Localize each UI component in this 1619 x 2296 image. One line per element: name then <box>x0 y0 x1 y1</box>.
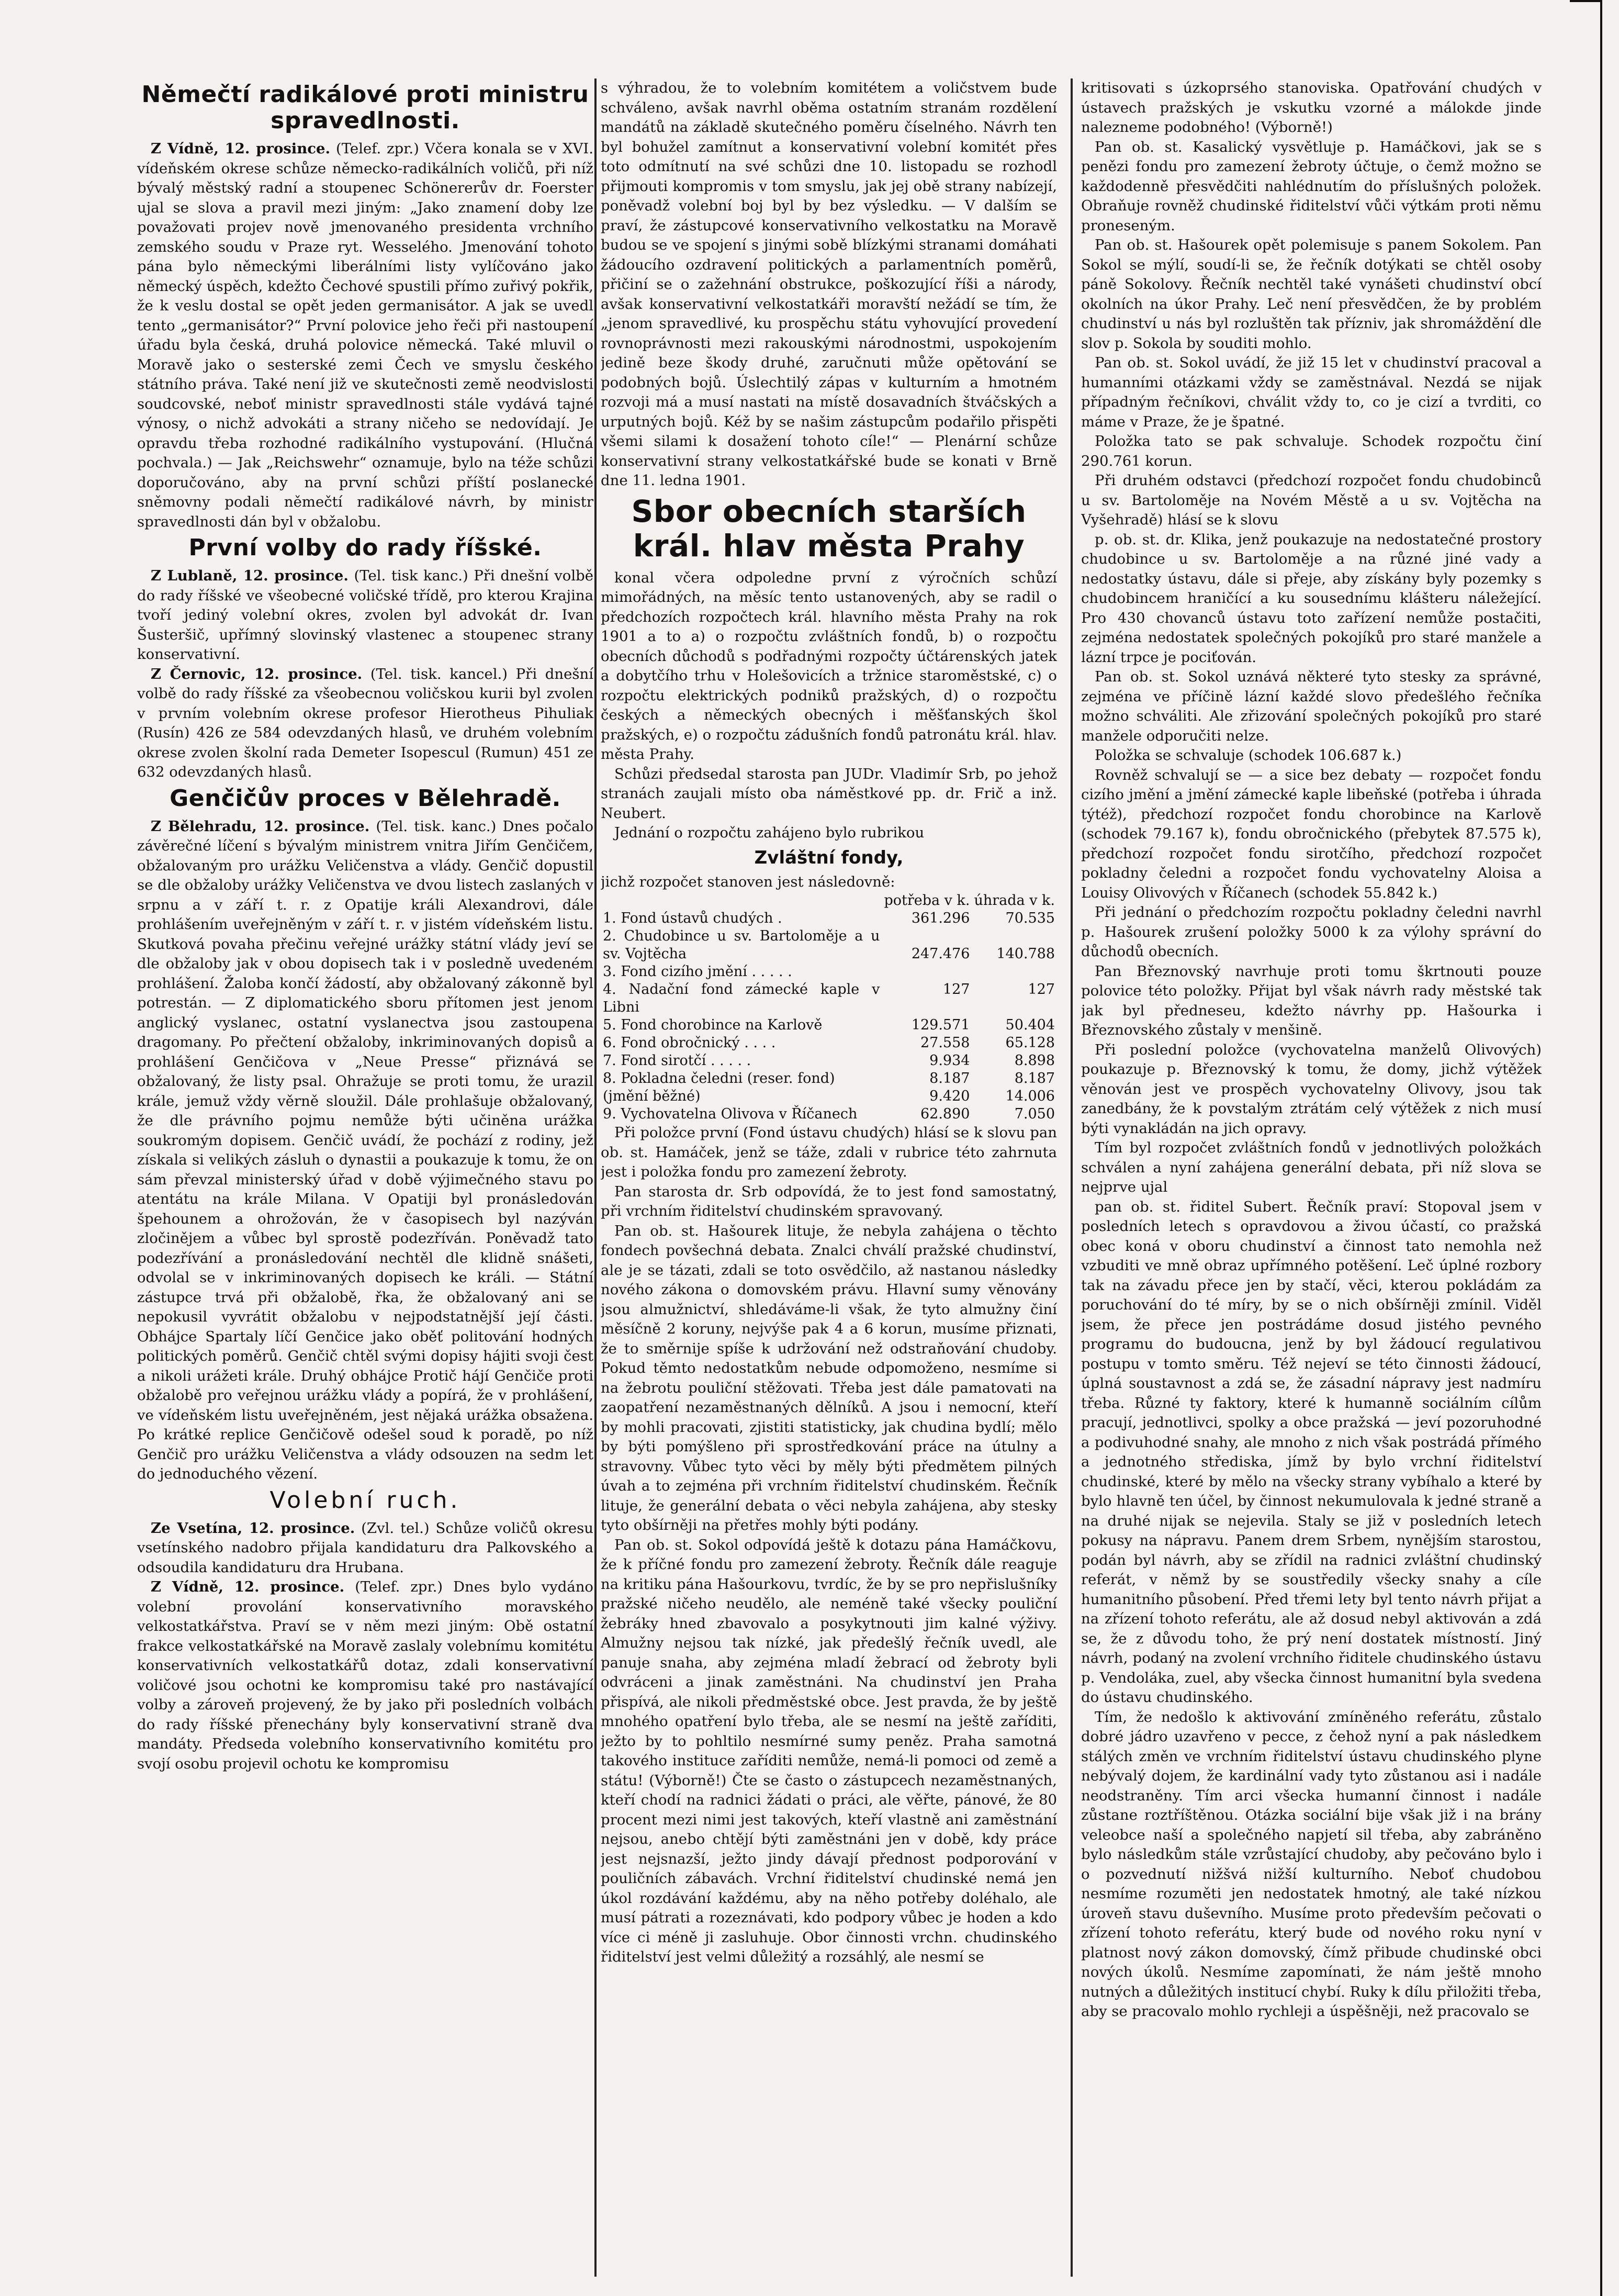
article-paragraph: Při poslední položce (vychovatelna manželů Olivových) poukazuje p. Březnovský k tomu, že domy, jichž výtěžek věnován jest ve prospěch vychovatelny Olivovy, jsou tak zanedbány, že k povstalým ztrátám celý výtěžek z nich musí býti vynakládán na jich opravy. <box>1081 1041 1542 1137</box>
column-middle <box>601 79 1057 2277</box>
article-paragraph <box>137 665 593 782</box>
dateline: Z Vídně, 12. prosince. <box>151 1578 345 1595</box>
table-header-cell: úhrada v k. <box>974 892 1055 909</box>
fund-potreba: 129.571 <box>911 1017 970 1033</box>
headline: První volby do rady říšské. <box>188 534 542 561</box>
table-row <box>601 1052 1057 1070</box>
fund-uhrada <box>972 963 1057 981</box>
article-paragraph <box>137 566 593 665</box>
article-paragraph: Při položce první (Fond ústavu chudých) hlásí se k slovu pan ob. st. Hamáček, jenž se táže, zdali v rubrice této zahrnuta jest i položka fondu pro zamezení žebroty. <box>601 1124 1057 1180</box>
fund-name: (jmění běžné) <box>603 1088 701 1104</box>
table-row <box>601 1088 1057 1105</box>
headline: Sbor obecních starších král. hlav města Prahy <box>631 493 1027 564</box>
article-paragraph <box>137 1519 593 1578</box>
dateline: Ze Vsetína, 12. prosince. <box>151 1519 355 1537</box>
article-paragraph: s výhradou, že to volebním komitétem a voličstvem bude schváleno, avšak navrhl oběma ostatním stranám rozdělení mandátů na základě skutečného poměru číselného. Návrh ten byl bohužel zamítnut a konservativní volební komitét přes toto odmítnutí na své schůzi dne 10. listopadu se rozhodl přijmouti kompromis v tom smyslu, jak jej obě strany nabízejí, poněvadž volební boj byl by bez výsledku. — V dalším se praví, že zástupcové konservativního velkostatku na Moravě budou se ve spojení s jinými sobě blízkými stranami domáhati žádoucího ozdravení politických a parlamentních poměrů, přičiní se o zažehnání obstrukce, poškozující říši a národy, avšak konservativní velkostatkáři moravští nežádí se tím, že „jenom spravedlivé, ku prospěchu státu vyhovující provedení rovnoprávnosti mezi rakouskými národnostmi, uspokojením jedině beze škody druhé, zaručnuti může opětování se podobných bojů. Úslechtilý zápas v kulturním a hmotném rozvoji má a musí nastati na místě dosavadních štváčských a urputných bojů. Kéž by se našim zástupcům podařilo přispěti všemi silami k dosažení tohoto cíle!“ — Plenární schůze konservativní strany velkostatkářské bude se konati v Brně dne 11. ledna 1901. <box>601 80 1057 489</box>
fund-potreba <box>882 963 972 981</box>
fund-uhrada: 50.404 <box>1005 1017 1055 1033</box>
article-text: (Zvl. tel.) Schůze voličů okresu vsetínského nadobro přijala kandidaturu dra Palkovského a odsoudila kandidaturu dra Hrubana. <box>137 1519 593 1576</box>
article-paragraph: Pan ob. st. Hašourek lituje, že nebyla zahájena o těchto fondech povšechná debata. Znalci chválí pražské chudinství, ale je se tázati, zdali se toto osvědčilo, až nastanou následky nového zákona o domovském právu. Hlavní sumy věnovány jsou almužnictví, shledáváme-li však, že tyto almužny činí měsíčně 2 koruny, nejvýše pak 4 a 6 korun, musíme přiznati, že to směrnije spíše k udržování než odstraňování chudoby. Pokud těmto nedostatkům nebude odpomoženo, nesmíme si na žebrotu pouliční stěžovati. Třeba jest dále pamatovati na zaopatření nezaměstnaných dělníků. A jsou i nemocní, kteří by mohli pracovati, zjistiti statisticky, jak chudina bydlí; mělo by býti pomýšleno při sprostředkování práce na útulny a stravovny. Vůbec tyto věci by měly býti předmětem pilných úvah a to zejména při vrchním řiditelství chudinském. Řečník lituje, že generální debata o věci nebyla zahájena, aby stesky tyto obšírněji na přetřes mohly býti podány. <box>601 1222 1057 1533</box>
dateline: Z Lublaně, 12. prosince. <box>151 567 348 584</box>
table-row <box>601 1016 1057 1034</box>
fund-name: 4. Nadační fond zámecké kaple v Libni <box>603 981 880 1015</box>
fund-uhrada: 8.898 <box>1014 1052 1055 1069</box>
article-paragraph: Rovněž schvalují se — a sice bez debaty — rozpočet fondu cizího jmění a jmění zámecké kaple libeňské (potřeba i úhrada týtéž), předchozí rozpočet fondu chorobince na Karlově (schodek 79.167 k), fondu obročnického (přebytek 87.575 k), předchozí rozpočet fondu sirotčího, předchozí rozpočet pokladny čeledni a rozpočet fondu vychovatelny Aloisa a Louisy Olivových v Říčanech (schodek 55.842 k.) <box>1081 766 1542 901</box>
fund-name: 8. Pokladna čeledni (reser. fond) <box>603 1070 835 1087</box>
funds-table-header <box>601 892 1057 910</box>
article-paragraph: Schůzi předsedal starosta pan JUDr. Vladimír Srb, po jehož stranách zaujali místo oba náměstkové pp. dr. Frič a inž. Neubert. <box>601 765 1057 822</box>
table-row <box>601 927 1057 963</box>
article-text: (Telef. zpr.) Dnes bylo vydáno volební provolání konservativního moravského velkostatkářstva. Praví se v něm mezi jiným: Obě ostatní frakce velkostatkářské na Moravě zaslaly volebnímu komitétu konservativních velkostatkářů dotaz, zdali konservativní voličové jsou ochotni ke kompromisu také pro nastávající volby a zároveň projevený, že by jako při posledních volbách do rady říšské přenechány byly konservativní straně dva mandáty. Předseda volebního konservativního komitétu pro svojí osobu projevil ochotu ke kompromisu <box>137 1578 593 1772</box>
fund-name: 9. Vychovatelna Olivova v Říčanech <box>603 1106 858 1122</box>
article-paragraph: Pan ob. st. Sokol uvádí, že již 15 let v chudinství pracoval a humanními otázkami vždy se zaměstnával. Nezdá se nijak případným řečníkovi, chválit vždy to, co je cizí a tvrditi, co máme v Praze, že je špatné. <box>1081 354 1542 430</box>
section-subhead: Zvláštní fondy, <box>754 847 904 868</box>
headline: Němečtí radikálové proti ministru spravedlnosti. <box>141 81 589 134</box>
fund-potreba: 9.420 <box>929 1088 970 1104</box>
page-border-top <box>1570 0 1601 2</box>
table-row <box>601 910 1057 927</box>
article-paragraph: Při jednání o předchozím rozpočtu pokladny čeledni navrhl p. Hašourek zrušení položky 5000 k za výlohy správní do důchodů obecních. <box>1081 904 1542 960</box>
fund-name: 6. Fond obročnický . . . . <box>603 1035 776 1051</box>
article-paragraph: Pan starosta dr. Srb odpovídá, že to jest fond samostatný, při vrchním řiditelství chudinském spravovaný. <box>601 1183 1057 1219</box>
fund-name: 1. Fond ústavů chudých . <box>603 910 782 926</box>
article-text: (Tel. tisk. kancel.) Při dnešní volbě do rady říšské za všeobecnou voličskou kurii byl zvolen v prvním volebním okrese profesor Hierotheus Pihuliak (Rusín) 426 ze 584 odevzdaných hlasů, ve druhém volebním okrese zvolen školní rada Demeter Isopescul (Rumun) 451 ze 632 odevzdaných hlasů. <box>137 665 593 780</box>
fund-name: 3. Fond cizího jmění . . . . . <box>603 964 792 980</box>
table-row <box>601 963 1057 981</box>
table-row <box>601 981 1057 1016</box>
table-header-cell: potřeba v k. <box>884 892 970 909</box>
article-paragraph <box>137 817 593 1484</box>
page-border-right <box>1600 0 1602 2296</box>
fund-uhrada: 8.187 <box>1014 1070 1055 1087</box>
table-row <box>601 1105 1057 1123</box>
article-paragraph: Položka tato se pak schvaluje. Schodek rozpočtu činí 290.761 korun. <box>1081 433 1542 469</box>
article-text: (Tel. tisk. kanc.) Dnes počalo závěrečné líčení s bývalým ministrem vnitra Jiřím Genčičem, obžalovaným pro urážku Veličenstva a vlády. Genčič dopustil se dle obžaloby urážky Veličenstva ve dvou listech zaslaných v srpnu a v září t. r. z Opatije králi Alexandrovi, dále prohlášením uveřejněným v září t. r. v jistém vídeňském listu. Skutková povaha přečinu veřejné urážky státní vlády jeví se dle obžaloby jak v obou dopisech tak i v posledně uvedeném prohlášení. Žaloba končí žádostí, aby obžalovaný zákonně byl potrestán. — Z diplomatického sboru přítomen jest jenom anglický vyslanec, ostatní vyslanectva jsou zastoupena dragomany. Po přečtení obžaloby, inkriminovaných dopisů a prohlášení Genčičova v „Neue Presse“ přiznává se obžalovaný, že listy psal. Ohražuje se proti tomu, že urazil krále, jemuž vždy věrně sloužil. Dále prohlašuje obžalovaný, že dle právního pojmu nemůže býti učiněna urážka soukromým dopisem. Genčič uvádí, že pochází z rodiny, jež získala si velikých zásluh o dynastii a poukazuje k tomu, že on sám převzal ministerský úřad v době výjimečného stavu po atentátu na krále Milana. V Opatiji byl pronásledován špehounem a ohrožován, že v časopisech byl nazýván zločinějem a vůbec byl sprostě podezříván. Poněvadž tato podezřívání a pronásledování nechtěl dle klidně snášeti, odvolal se v inkriminovaných dopisech ke králi. — Státní zástupce trvá při obžalobě, řka, že obžalovaný ani se nepokusil vyvrátit obžalobu v nejpodstatnější její části. Obhájce Spartaly líčí Genčice jako oběť politování hodných politických poměrů. Genčič chtěl svými dopisy hájiti svoji čest a nikoli urážeti krále. Druhý obhájce Protič hájí Genčiče proti obžalobě pro veřejnou urážku vlády a popírá, že v prohlášení, ve vídeňském listu uveřejněném, jest nějaká urážka obsažena. Po krátké replice Genčičově odešel soud k poradě, po níž Genčič pro urážku Veličenstva a vlády odsouzen na sedm let do jednoduchého vězení. <box>137 817 593 1482</box>
fund-potreba: 8.187 <box>929 1070 970 1087</box>
fund-potreba: 361.296 <box>911 910 970 926</box>
article-paragraph <box>137 139 593 532</box>
article-paragraph: Pan ob. st. Sokol odpovídá ještě k dotazu pána Hamáčkovu, že k příčné fondu pro zamezení žebroty. Řečník dále reaguje na kritiku pána Hašourkovu, tvrdíc, že by se pro nepřislušníky pražské ničeho neudělo, ale neméně také všecky pouliční žebráky hned zbavovalo a posykytnouti jim kalné výživy. Almužny nejsou tak nízké, jak předešlý řečník uvedl, ale panuje snaha, aby zejména mladí žebrací od žebroty byli odvráceni a jinak zaměstnáni. Na chudinství jen Praha přispívá, ale nikoli předměstské obce. Jest pravda, že by ještě mnohého opatření bylo třeba, ale se nesmí na ještě zaříditi, ježto by to pohltilo nesmírné sumy peněz. Praha samotná takového instituce zaříditi nemůže, nemá-li pomoci od země a státu! (Výborně!) Čte se často o zástupcech nezaměstnaných, kteří chodí na radnici žádati o práci, ale věřte, pánové, že 80 procent mezi nimi jest takových, kteří vlastně ani zaměstnání nejsou, anebo chtějí býti zaměstnáni jen v době, kdy práce jest nejsnazší, ježto jindy dávají přednost podporování v pouličních zábavách. Vrchní řiditelství chudinské nemá jen úkol rozdávání každému, aby na něho potřeby doléhalo, ale musí pátrati a rozeznávati, kdo podpory vůbec je hoden a kdo více ci méně ji zasluhuje. Obor činnosti vrchn. chudinského řiditelství jest velmi důležitý a rozsáhlý, ale nesmí se <box>601 1536 1057 1965</box>
table-header-cell <box>601 892 882 910</box>
fund-potreba: 27.558 <box>920 1035 970 1051</box>
article-paragraph: Tím byl rozpočet zvláštních fondů v jednotlivých položkách schválen a nyní zahájena generální debata, při níž slova se nejprve ujal <box>1081 1139 1542 1195</box>
headline: Genčičův proces v Bělehradě. <box>170 785 561 812</box>
article-paragraph: Pan ob. st. Hašourek opět polemisuje s panem Sokolem. Pan Sokol se mýlí, soudí-li se, že řečník dotýkati se chtěl osoby páně Sokolovy. Řečník nechtěl také vynášeti chudinství obcí okolních na úkor Prahy. Leč není přesvědčen, že by problém chudinství u nás byl rozluštěn tak přízniv, jak shromáždění dle slov p. Sokola by souditi mohlo. <box>1081 237 1542 352</box>
fund-name: 2. Chudobince u sv. Bartoloměje a u sv. Vojtěcha <box>603 928 880 962</box>
article-paragraph: Pan ob. st. Sokol uznává některé tyto stesky za správné, zejména ve příčině lázní každé slovo předešlého řečníka možno schváliti. Ale zřizování společných pokojíků pro staré manžele odporučiti nelze. <box>1081 668 1542 744</box>
article-paragraph: pan ob. st. řiditel Subert. Řečník praví: Stopoval jsem v posledních letech s opravdovou a živou účastí, co pražská obec koná v oboru chudinství a činnost tato nemohla než vzbuditi ve mně obraz upřímného potěšení. Leč úplné rozbory tak na závadu přece jen by stačí, věci, kterou pokládám za poruchování do té míry, by se o nich obšírněji zmínil. Viděl jsem, že přece jen postrádáme dosud jistého pevného programu do budoucna, jenž by byl žádoucí regulativou postupu v tomto směru. Též nejeví se této činnosti žádoucí, úplná soustavnost a zdá se, že zásadní nápravy jest nadmíru třeba. Různé ty faktory, které k humanně sociálním cílům pracují, jednotlivci, spolky a obce pražská — jeví pozoruhodné a podivuhodné snahy, ale mnoho z nich však postrádá přímého a jednotného střediska, jímž by bylo vrchní řiditelství chudinské, které by mělo na všecky strany vybíhalo a které by bylo hlavně ten účel, by činnost nekumulovala k jedné straně a na druhé nijak se nejevila. Staly se již v posledních letech pokusy na nápravu. Panem drem Srbem, nynějším starostou, podán byl návrh, aby se zřídil na radnici zvláštní chudinský referát, v němž by se soustředily všecky snahy a cíle humanitního působení. Před třemi lety byl tento návrh přijat a na zřízení tohoto referátu, ale až dosud nebyl aktivován a zdá se, že z důvodu toho, že prý není dostatek místností. Jiný návrh, podaný na zvolení vrchního řiditele chudinského ústavu p. Vendoláka, zuel, aby všecka činnost humanitní byla svedena do ústavu chudinského. <box>1081 1198 1542 1706</box>
fund-uhrada: 14.006 <box>1005 1088 1055 1104</box>
fund-potreba: 247.476 <box>911 946 970 962</box>
article-paragraph: Pan ob. st. Kasalický vysvětluje p. Hamáčkovi, jak se s penězi fondu pro zamezení žebroty účtuje, o čemž možno se každodenně přesvědčiti nahlédnutím do příslušných položek. Obraňuje rovněž chudinské řiditelství vůči výtkám proti němu proneseným. <box>1081 138 1542 234</box>
fund-potreba: 127 <box>942 981 970 998</box>
table-row <box>601 1070 1057 1088</box>
fund-name: 5. Fond chorobince na Karlově <box>603 1017 823 1033</box>
dateline: Z Černovic, 12. prosince. <box>151 665 363 682</box>
fund-potreba: 62.890 <box>920 1106 970 1122</box>
article-paragraph: kritisovati s úzkoprsého stanoviska. Opatřování chudých v ústavech pražských je vskutku vzorné a málokde jinde nalezneme podobného! (Výborně!) <box>1081 80 1542 136</box>
article-paragraph <box>137 1577 593 1774</box>
table-intro: jichž rozpočet stanoven jest následovně: <box>601 873 895 890</box>
column-right <box>1081 79 1542 2277</box>
fund-potreba: 9.934 <box>929 1052 970 1069</box>
article-paragraph: Položka se schvaluje (schodek 106.687 k.) <box>1095 747 1402 764</box>
article-text: (Telef. zpr.) Včera konala se v XVI. vídeňském okrese schůze německo-radikálních voličů, při níž bývalý městský radní a stoupenec Schönererův dr. Foerster ujal se slova a pravil mezi jiným: „Jako znamení doby lze považovati projev nově jmenovaného presidenta vrchního zemského soudu v Praze ryt. Wesselého. Jmenování tohoto pána bylo německými liberálními listy vylíčováno jako německý úspěch, kdežto Čechové spustili přímo zuřivý pokřik, že k veslu dostal se opět jeden germanisátor. A jak se uvedl tento „germanisátor?“ První polovice jeho řeči při nastoupení úřadu byla česká, druhá polovice německá. Také mluvil o Moravě jako o sesterské zemi Čech ve smyslu českého státního práva. Také není již ve skutečnosti země neodvislosti soudcovské, neboť ministr spravedlnosti stále vydává tajné výnosy, o nichž advokáti a strany ničeho se nedovídají. Je opravdu třeba rozhodné radikálního vystupování. (Hlučná pochvala.) — Jak „Reichswehr“ oznamuje, bylo na téže schůzi doporučováno, aby na první schůzi příští poslanecké sněmovny podali němečtí radikálové návrh, by ministr spravedlnosti dán byl v obžalobu. <box>137 140 593 530</box>
article-paragraph: Tím, že nedošlo k aktivování zmíněného referátu, zůstalo dobré jádro uzavřeno v pecce, z čehož nyní a pak následkem stálých změn ve vrchním řiditelství ústavu chudinského plyne nebývalý dojem, že kardinální vady tyto zůstanou asi i nadále neodstraněny. Tím arci všecka humanní činnost i nadále zůstane roztříštěnou. Otázka sociální bije však již i na brány veleobce naší a společného napjetí sil třeba, aby zabráněno bylo následkům stále vzrůstající chudoby, aby pečováno bylo i o pozvednutí nižšvá nižší kulturního. Neboť chudobou nesmíme rozuměti jen nedostatek hmotný, ale také nízkou úroveň stavu duševního. Musíme proto především pečovati o zřízení tohoto referátu, který bude od nového roku nyní v platnost nový zákon domovský, čímž přibude chudinské obci nových úkolů. Nesmíme zapomínati, že nám ještě mnoho nutných a důležitých institucí chybí. Ruky k dílu přiložiti třeba, aby se pracovalo mohlo rychleji a úspěšněji, než pracovalo se <box>1081 1708 1542 2020</box>
article-paragraph: Pan Březnovský navrhuje proti tomu škrtnouti pouze polovice této položky. Přijat byl však návrh rady městské tak jak byl předneseu, kdežto návrhy pp. Hašourka i Březnovského zůstaly v menšině. <box>1081 962 1542 1038</box>
fund-name: 7. Fond sirotčí . . . . . <box>603 1052 751 1069</box>
headline: Volební ruch. <box>269 1486 461 1514</box>
article-paragraph: Jednání o rozpočtu zahájeno bylo rubrikou <box>614 824 925 841</box>
funds-table <box>601 892 1057 1123</box>
dateline: Z Vídně, 12. prosince. <box>151 140 331 157</box>
article-text: (Tel. tisk kanc.) Při dnešní volbě do rady říšské ve všeobecné voličské třídě, pro kterou Krajina tvoří jediný volební okres, zvolen byl advokát dr. Ivan Šusteršič, upřímný slovinský vlastenec a stoupenec strany konservativní. <box>137 567 593 663</box>
column-left <box>137 79 593 2277</box>
article-paragraph: p. ob. st. dr. Klika, jenž poukazuje na nedostatečné prostory chudobince u sv. Bartoloměje a na různé jiné vady a nedostatky ústavu, dále si přeje, aby získány byly pozemky s chudobincem hraničící a ku sousednímu klášteru náležející. Pro 430 chovanců ústavu toto zařízení nemůže postačiti, zejména nedostatek společných pokojíků pro staré manžele a lázní trpce je pociťován. <box>1081 531 1542 666</box>
fund-uhrada: 127 <box>1028 981 1055 998</box>
fund-uhrada: 7.050 <box>1014 1106 1055 1122</box>
fund-uhrada: 70.535 <box>1005 910 1055 926</box>
column-rule <box>1071 79 1073 2277</box>
article-paragraph: konal včera odpoledne první z výročních schůzí mimořádných, na měsíc tento ustanovených, aby se radil o předchozích rozpočtech král. hlavního města Prahy na rok 1901 a to a) o rozpočtu zvláštních fondů, b) o rozpočtu obecních důchodů s podřadnými rozpočty účtárenských jatek a dobytčího trhu v Holešovicích a tržnice staroměstské, c) o rozpočtu elektrických podniků pražských, d) o rozpočtu českých a německých obecných i měšťanských škol pražských, e) o rozpočtu zádušních fondů patronátu král. hlav. města Prahy. <box>601 569 1057 763</box>
article-paragraph: Při druhém odstavci (předchozí rozpočet fondu chudobinců u sv. Bartoloměje na Novém Městě a u sv. Vojtěcha na Vyšehradě) hlásí se k slovu <box>1081 472 1542 528</box>
column-rule <box>594 79 597 2277</box>
table-row <box>601 1034 1057 1052</box>
dateline: Z Bělehradu, 12. prosince. <box>151 817 370 835</box>
fund-uhrada: 140.788 <box>996 946 1055 962</box>
fund-uhrada: 65.128 <box>1005 1035 1055 1051</box>
